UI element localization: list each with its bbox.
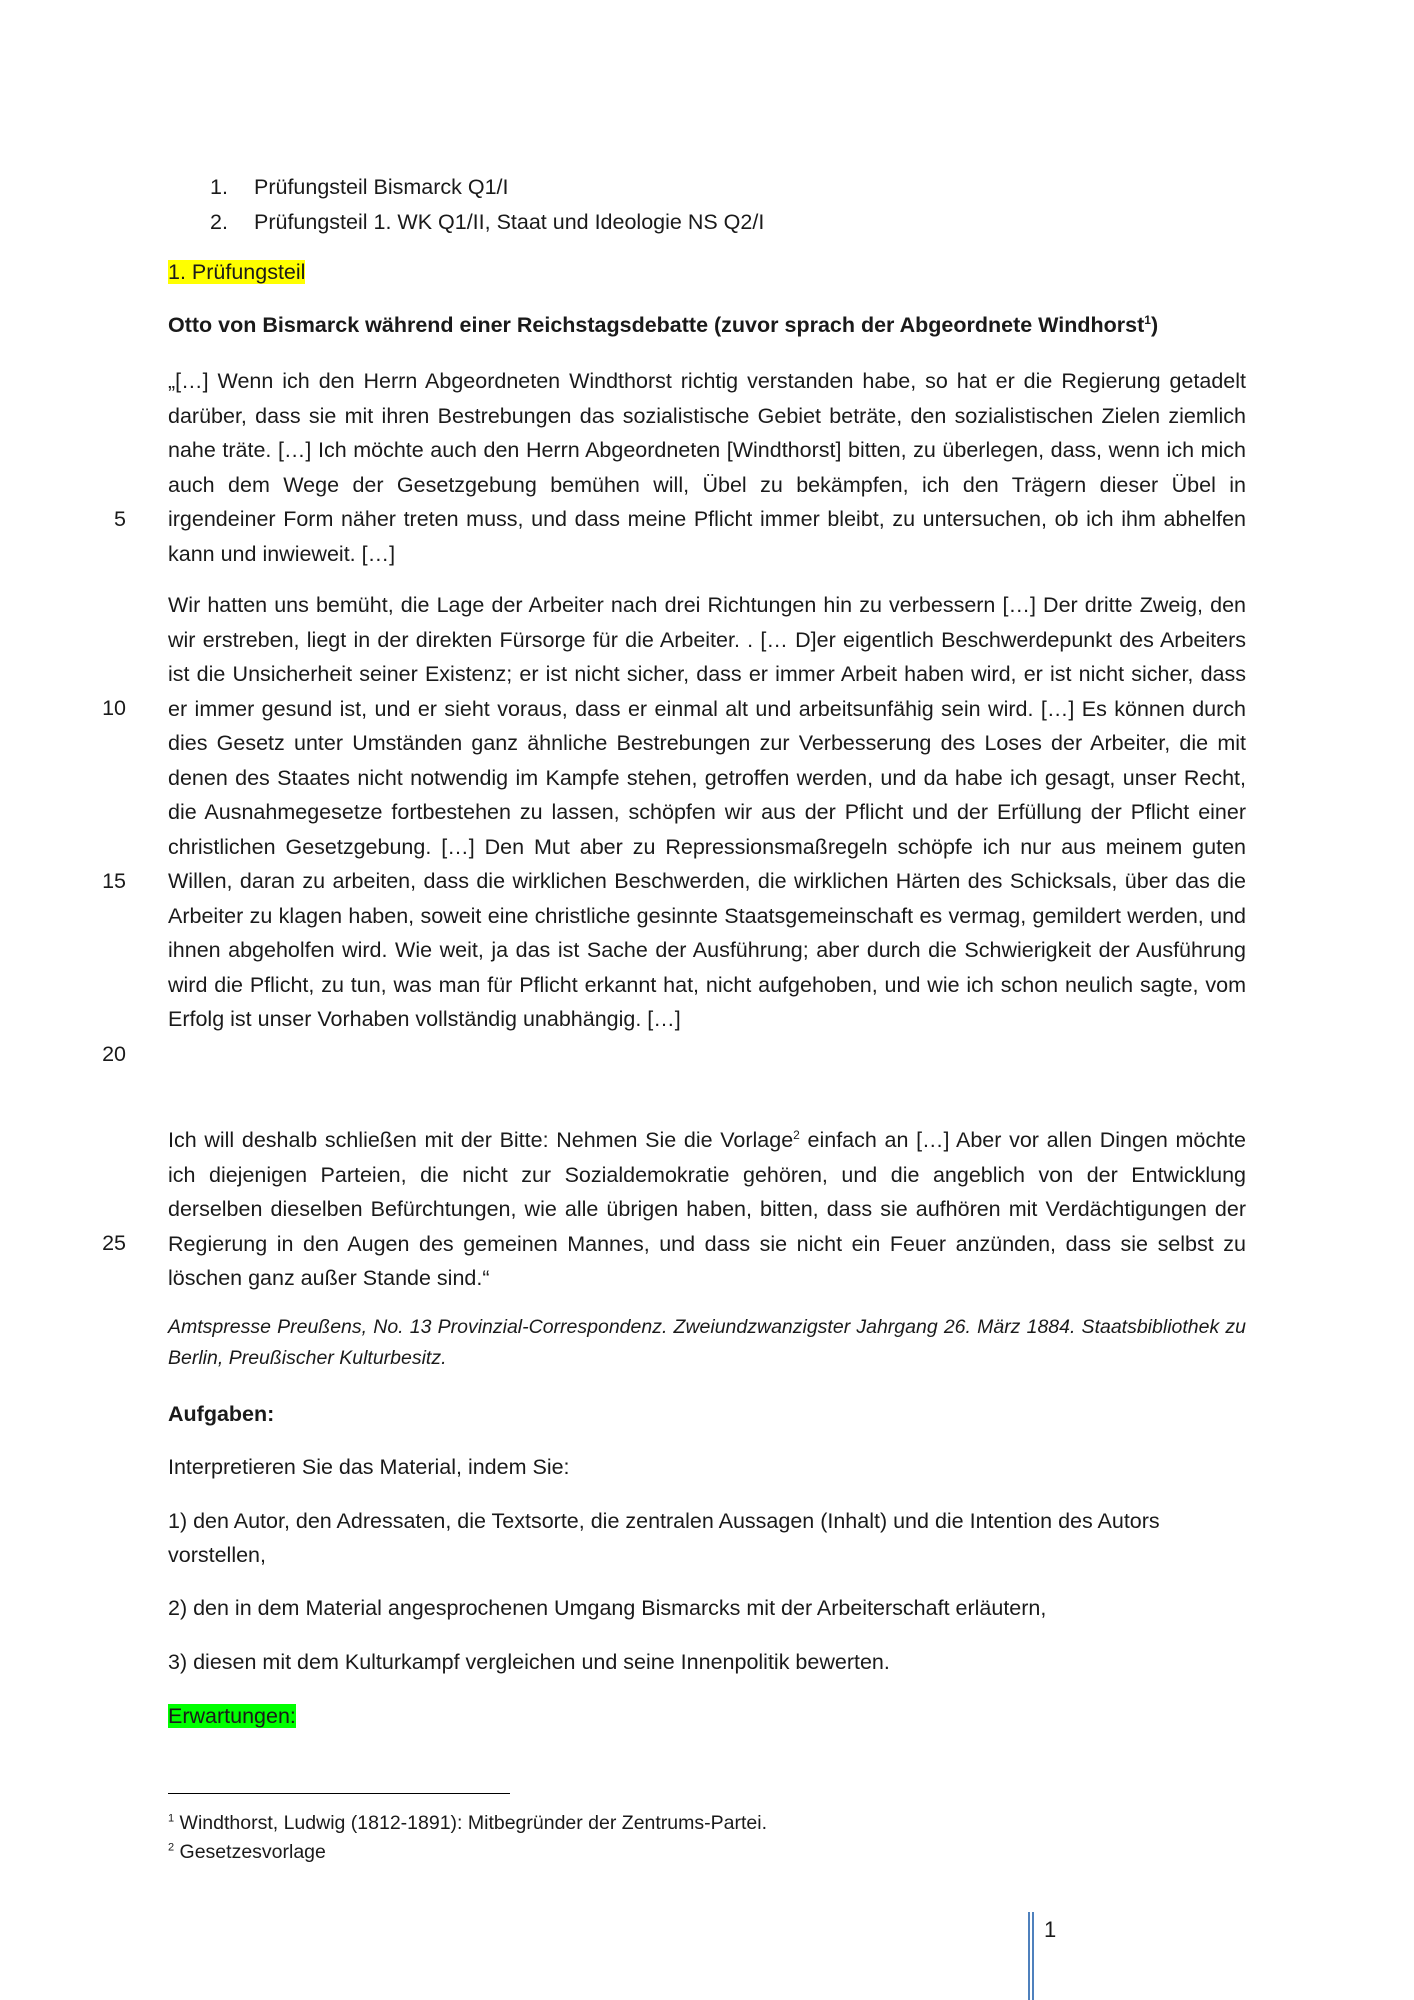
section-label — [168, 257, 1246, 287]
source-paragraph-1: „[…] Wenn ich den Herrn Abgeordneten Windthorst richtig verstanden habe, so hat er die Regierung getadelt darüber, dass sie mit ihren Bestrebungen das sozialistische Gebiet beträte, den sozialistischen Zielen ziemlich nahe träte. […] Ich möchte auch den Herrn Abgeordneten [Windthorst] bitten, zu überlegen, dass, wenn ich mich auch dem Wege der Gesetzgebung bemühen will, Übel zu bekämpfen, ich den Trägern dieser Übel in irgendeiner Form näher treten muss, und dass meine Pflicht immer bleibt, zu untersuchen, ob ich ihm abhelfen kann und inwieweit. […] — [168, 369, 1246, 566]
exam-part-item: 2. Prüfungsteil 1. WK Q1/II, Staat und Ideologie NS Q2/I — [210, 210, 765, 234]
section-label-highlight: 1. Prüfungsteil — [168, 260, 306, 284]
source-paragraph-2: Wir hatten uns bemüht, die Lage der Arbeiter nach drei Richtungen hin zu verbessern […] Der dritte Zweig, den wir erstreben, liegt in der direkten Fürsorge für die Arbeiter. . [… D]er eigentlich Beschwerdepunkt des Arbeiters ist die Unsicherheit seiner Existenz; er ist nicht sicher, dass er immer Arbeit haben wird, er ist nicht sicher, dass er immer gesund ist, und er sieht voraus, dass er einmal alt und arbeitsunfähig sein wird. […] Es können durch dies Gesetz unter Umständen ganz ähnliche Bestrebungen zur Verbesserung des Loses der Arbeiter, die mit denen des Staates nicht notwendig im Kampfe stehen, getroffen werden, und da habe ich gesagt, unser Recht, die Ausnahmegesetze fortbestehen zu lassen, schöpfen wir aus der Pflicht und der Erfüllung der Pflicht einer christlichen Gesetzgebung. […] Den Mut aber zu Repressionsmaßregeln schöpfe ich nur aus meinem guten Willen, daran zu arbeiten, dass die wirklichen Beschwerden, die wirklichen Härten des Schicksals, über das die Arbeiter zu klagen haben, soweit eine christliche gesinnte Staatsgemeinschaft es vermag, gemildert werden, und ihnen abgeholfen wird. Wie weit, ja das ist Sache der Ausführung; aber durch die Schwierigkeit der Ausführung wird die Pflicht, zu tun, was man für Pflicht erkannt hat, nicht aufgehoben, und wie ich schon neulich sagte, vom Erfolg ist unser Vorhaben vollständig unabhängig. […] — [168, 593, 1246, 1031]
footnote-ref-1: 1 — [1144, 312, 1151, 327]
tasks-intro: Interpretieren Sie das Material, indem Sie: — [168, 1455, 570, 1479]
footnote-1: $^1$ Windthorst, Ludwig (1812-1891): Mitbegründer der Zentrums-Partei. — [168, 1812, 767, 1834]
expectations-label — [168, 1700, 1246, 1732]
source-citation: Amtspresse Preußens, No. 13 Provinzial-Correspondenz. Zweiundzwanzigster Jahrgang 26. März 1884. Staatsbibliothek zu Berlin, Preußischer Kulturbesitz. — [168, 1316, 1246, 1369]
line-number: 25 — [102, 1231, 126, 1255]
footnote-separator — [168, 1793, 510, 1794]
tasks-title: Aufgaben: — [168, 1402, 275, 1426]
exam-part-item: 1. Prüfungsteil Bismarck Q1/I — [210, 175, 509, 199]
task-item: 3) diesen mit dem Kulturkampf vergleichen und seine Innenpolitik bewerten. — [168, 1650, 890, 1674]
task-item: 1) den Autor, den Adressaten, die Textsorte, die zentralen Aussagen (Inhalt) und die Intention des Autors vorstellen, — [168, 1509, 1160, 1567]
page-number-bar — [1028, 1912, 1034, 2000]
line-number: 10 — [102, 696, 126, 720]
line-number: 20 — [102, 1042, 126, 1066]
source-heading: Otto von Bismarck während einer Reichstagsdebatte (zuvor sprach der Abgeordnete Windhorst$^1$) — [168, 312, 1159, 337]
line-number: 15 — [102, 869, 126, 893]
footnote-ref-2: 2 — [793, 1127, 800, 1142]
exam-parts-list — [210, 170, 764, 240]
task-item: 2) den in dem Material angesprochenen Umgang Bismarcks mit der Arbeiterschaft erläutern, — [168, 1596, 1047, 1620]
page-number: 1 — [1044, 1917, 1057, 1942]
expectations-highlight: Erwartungen: — [168, 1704, 296, 1728]
line-number: 5 — [114, 507, 126, 531]
footnote-2: $^2$ Gesetzesvorlage — [168, 1841, 326, 1863]
source-paragraph-3: Ich will deshalb schließen mit der Bitte: Nehmen Sie die Vorlage$^2$ einfach an […] Aber vor allen Dingen möchte ich diejenigen Parteien, die nicht zur Sozialdemokratie gehören, und die angeblich von der Entwicklung derselben dieselben Befürchtungen, wie alle übrigen haben, bitten, dass sie aufhören mit Verdächtigungen der Regierung in den Augen des gemeinen Mannes, und dass sie nicht ein Feuer anzünden, dass sie selbst zu löschen ganz außer Stande sind.“ — [168, 1127, 1247, 1290]
